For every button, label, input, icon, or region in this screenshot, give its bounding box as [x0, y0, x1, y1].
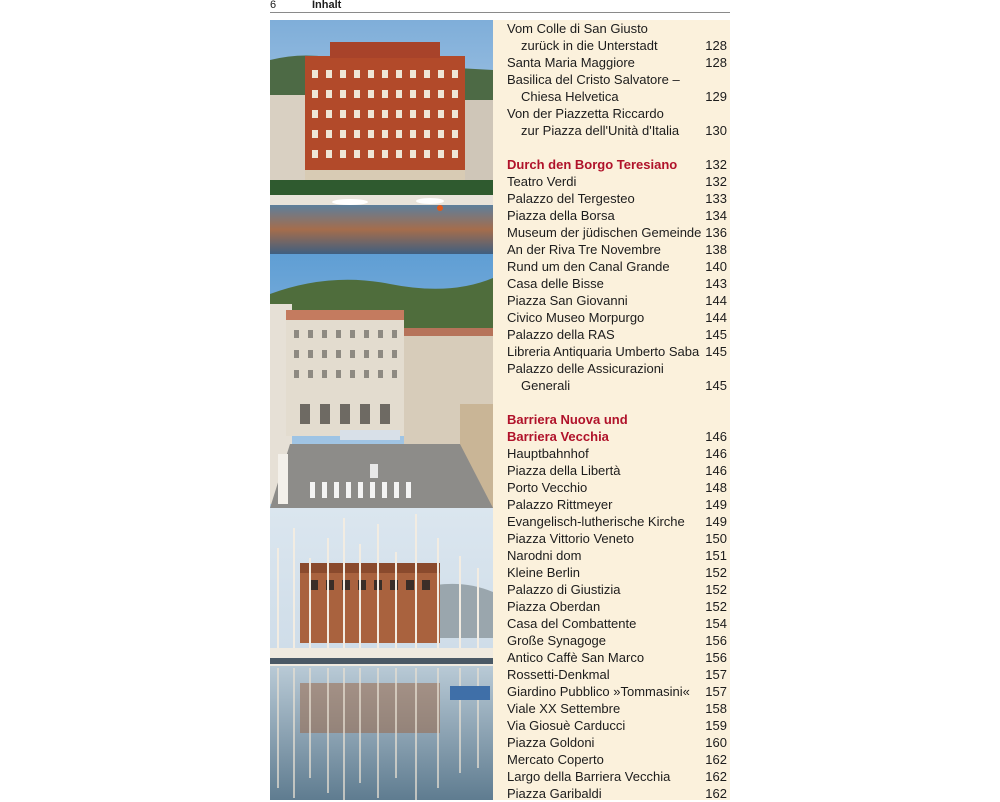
toc-chapter-heading[interactable]: Durch den Borgo Teresiano 132: [507, 157, 727, 172]
toc-entry[interactable]: zur Piazza dell'Unità d'Italia 130: [521, 123, 727, 138]
toc-page: 128: [705, 55, 727, 70]
toc-entry[interactable]: Palazzo del Tergesteo 133: [507, 191, 727, 206]
toc-entry[interactable]: Palazzo di Giustizia 152: [507, 582, 727, 597]
toc-page: 134: [705, 208, 727, 223]
toc-page: 140: [705, 259, 727, 274]
toc-entry[interactable]: Piazza Goldoni 160: [507, 735, 727, 750]
toc-page: 148: [705, 480, 727, 495]
photo-waterfront-building: [270, 20, 493, 254]
toc-page: 162: [705, 752, 727, 767]
toc-page: 156: [705, 633, 727, 648]
toc-entry[interactable]: Piazza Garibaldi 162: [507, 786, 727, 801]
toc-entry[interactable]: Kleine Berlin 152: [507, 565, 727, 580]
toc-entry[interactable]: Piazza San Giovanni 144: [507, 293, 727, 308]
toc-page: 132: [705, 174, 727, 189]
toc-entry[interactable]: Hauptbahnhof 146: [507, 446, 727, 461]
toc-entry[interactable]: Viale XX Settembre 158: [507, 701, 727, 716]
toc-page: 145: [705, 344, 727, 359]
toc-entry[interactable]: Rund um den Canal Grande 140: [507, 259, 727, 274]
toc-page: 152: [705, 599, 727, 614]
toc-list: [507, 20, 727, 802]
toc-page: 159: [705, 718, 727, 733]
toc-entry[interactable]: Piazza Oberdan 152: [507, 599, 727, 614]
toc-page: 145: [705, 327, 727, 342]
toc-page: 162: [705, 786, 727, 801]
toc-page: 143: [705, 276, 727, 291]
toc-entry[interactable]: Große Synagoge 156: [507, 633, 727, 648]
toc-entry[interactable]: Largo della Barriera Vecchia 162: [507, 769, 727, 784]
toc-entry[interactable]: Basilica del Cristo Salvatore –: [507, 72, 680, 87]
toc-entry[interactable]: An der Riva Tre Novembre 138: [507, 242, 727, 257]
toc-entry[interactable]: Palazzo Rittmeyer 149: [507, 497, 727, 512]
toc-page: 157: [705, 684, 727, 699]
page-number: 6: [270, 0, 277, 11]
toc-page: 145: [705, 378, 727, 393]
toc-entry[interactable]: Palazzo della RAS 145: [507, 327, 727, 342]
toc-page: 146: [705, 463, 727, 478]
toc-entry[interactable]: Libreria Antiquaria Umberto Saba 145: [507, 344, 727, 359]
toc-page: 158: [705, 701, 727, 716]
toc-spacer: [507, 394, 727, 411]
toc-page: 151: [705, 548, 727, 563]
toc-page: 132: [705, 157, 727, 172]
toc-page: 149: [705, 497, 727, 512]
toc-page: 160: [705, 735, 727, 750]
toc-chapter-heading[interactable]: Barriera Vecchia 146: [507, 429, 727, 444]
photo-harbour-boats: [270, 508, 493, 800]
toc-entry[interactable]: Chiesa Helvetica 129: [521, 89, 727, 104]
toc-entry[interactable]: Casa del Combattente 154: [507, 616, 727, 631]
toc-page: 162: [705, 769, 727, 784]
toc-entry[interactable]: Santa Maria Maggiore 128: [507, 55, 727, 70]
toc-entry[interactable]: Generali 145: [521, 378, 727, 393]
toc-entry[interactable]: Civico Museo Morpurgo 144: [507, 310, 727, 325]
toc-entry[interactable]: Mercato Coperto 162: [507, 752, 727, 767]
toc-page: 157: [705, 667, 727, 682]
toc-entry[interactable]: Teatro Verdi 132: [507, 174, 727, 189]
toc-entry[interactable]: Von der Piazzetta Riccardo: [507, 106, 664, 121]
toc-page: 129: [705, 89, 727, 104]
toc-page: 154: [705, 616, 727, 631]
toc-page: 138: [705, 242, 727, 257]
toc-entry[interactable]: Giardino Pubblico »Tommasini« 157: [507, 684, 727, 699]
toc-page: 156: [705, 650, 727, 665]
toc-page: 146: [705, 429, 727, 444]
table-of-contents: [493, 20, 730, 800]
toc-page: 128: [705, 38, 727, 53]
toc-entry[interactable]: Piazza Vittorio Veneto 150: [507, 531, 727, 546]
toc-page: 133: [705, 191, 727, 206]
toc-entry[interactable]: Piazza della Borsa 134: [507, 208, 727, 223]
toc-entry[interactable]: Porto Vecchio 148: [507, 480, 727, 495]
toc-entry[interactable]: Narodni dom 151: [507, 548, 727, 563]
toc-page: 144: [705, 310, 727, 325]
toc-entry[interactable]: Palazzo delle Assicurazioni: [507, 361, 664, 376]
toc-page: 144: [705, 293, 727, 308]
toc-entry[interactable]: Rossetti-Denkmal 157: [507, 667, 727, 682]
toc-chapter-heading[interactable]: Barriera Nuova und: [507, 412, 628, 427]
toc-page: 152: [705, 565, 727, 580]
toc-page: 152: [705, 582, 727, 597]
toc-entry[interactable]: zurück in die Unterstadt 128: [521, 38, 727, 53]
toc-entry[interactable]: Museum der jüdischen Gemeinde 136: [507, 225, 727, 240]
toc-entry[interactable]: Via Giosuè Carducci 159: [507, 718, 727, 733]
toc-spacer: [507, 139, 727, 156]
section-title: Inhalt: [312, 0, 342, 11]
photo-column: [270, 20, 493, 800]
toc-entry[interactable]: Casa delle Bisse 143: [507, 276, 727, 291]
toc-page: 150: [705, 531, 727, 546]
toc-page: 146: [705, 446, 727, 461]
toc-page: 130: [705, 123, 727, 138]
toc-entry[interactable]: Piazza della Libertà 146: [507, 463, 727, 478]
toc-entry[interactable]: Evangelisch-lutherische Kirche 149: [507, 514, 727, 529]
toc-page: 149: [705, 514, 727, 529]
photo-city-square: [270, 254, 493, 508]
toc-entry[interactable]: Antico Caffè San Marco 156: [507, 650, 727, 665]
toc-entry[interactable]: Vom Colle di San Giusto: [507, 21, 648, 36]
page-header: [270, 0, 730, 13]
toc-page: 136: [705, 225, 727, 240]
